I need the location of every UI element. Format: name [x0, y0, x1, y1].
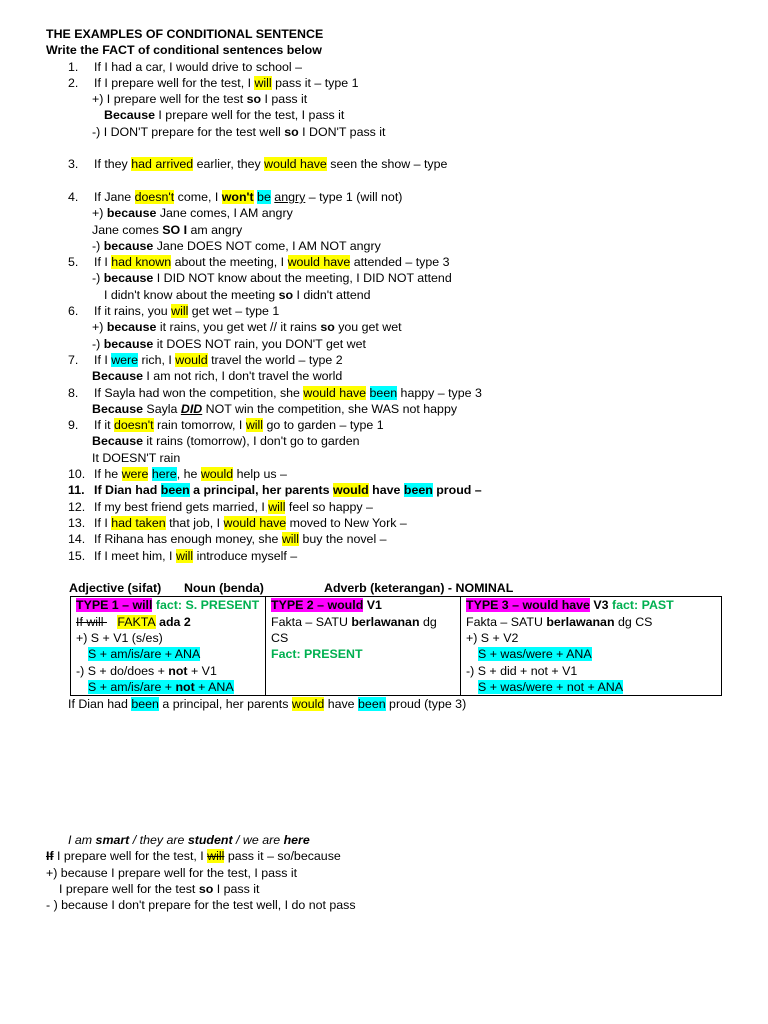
highlight: would have [287, 255, 351, 270]
page-title: THE EXAMPLES OF CONDITIONAL SENTENCE [46, 27, 324, 41]
item-5-so: I didn't know about the meeting so I didn't attend [104, 287, 371, 302]
item-9-fact: It DOESN'T rain [92, 450, 181, 465]
list-item-13: 13. If I had taken that job, I would have moved to New York – [68, 515, 407, 530]
list-number: 3. [68, 157, 79, 172]
highlight: will [281, 532, 300, 547]
type-2-cell: TYPE 2 – would V1 Fakta – SATU berlawanan dg CS Fact: PRESENT [266, 597, 461, 696]
blank-line [46, 140, 736, 156]
list-item-8: 8. If Sayla had won the competition, she would have been happy – type 3 [68, 385, 482, 400]
highlight-cyan: were [111, 352, 139, 367]
type-1-cell: TYPE 1 – will fact: S. PRESENT If will FAKTA ada 2 +) S + V1 (s/es) S + am/is/are + ANA -) S + do/does + not + V1 S + am/is/are + not + ANA [71, 597, 266, 696]
highlight-cyan: been [369, 385, 398, 400]
list-item-2 [46, 75, 736, 91]
highlight: would have [264, 157, 327, 172]
table-row [71, 597, 722, 696]
item-6-positive: +) because it rains, you get wet // it rains so you get wet [92, 320, 402, 335]
list-number: 11. [68, 483, 85, 498]
list-item-3: 3. If they had arrived earlier, they would have seen the show – type [68, 157, 448, 172]
highlight: had taken [111, 515, 166, 530]
list-number: 14. [68, 532, 86, 547]
highlight: will [245, 418, 264, 433]
highlight: had arrived [131, 157, 194, 172]
item-2-positive: +) I prepare well for the test so I pass it [92, 92, 308, 107]
highlight: will [207, 849, 225, 864]
list-item-12: 12. If my best friend gets married, I will feel so happy – [68, 499, 373, 514]
heading-adverb: Adverb (keterangan) - NOMINAL [324, 581, 514, 596]
list-item-1 [46, 59, 736, 75]
list-number: 2. [68, 75, 79, 90]
highlight-cyan: S + am/is/are + ANA [88, 647, 201, 662]
document [46, 26, 736, 713]
blank-line [46, 173, 736, 189]
item-9-because: Because it rains (tomorrow), I don't go to garden [92, 434, 360, 449]
highlight: will [171, 304, 189, 319]
highlight: would have [223, 515, 287, 530]
word-class-headings [46, 580, 736, 596]
instruction: Write the FACT of conditional sentences below [46, 43, 322, 58]
list-number: 10. [68, 467, 86, 482]
list-item-11: 11. If Dian had been a principal, her parents would have been proud – [68, 483, 482, 498]
list-number: 13. [68, 515, 86, 530]
item-8-because: Because Sayla DID NOT win the competition, she WAS not happy [92, 401, 458, 416]
highlight-cyan: here [151, 467, 177, 482]
highlight-cyan: S + was/were + ANA [478, 647, 592, 662]
item-text: If I prepare well for the test, I [94, 75, 255, 90]
list-number: 7. [68, 352, 79, 367]
type-3-example: If Dian had been a principal, her parents would have been proud (type 3) [68, 697, 467, 712]
item-2-because: Because I prepare well for the test, I pass it [104, 108, 345, 123]
highlight: would [175, 352, 208, 367]
highlight: would [291, 697, 325, 712]
highlight: will [175, 548, 194, 563]
list-number: 1. [68, 59, 79, 74]
item-text: If I had a car, I would drive to school – [94, 59, 303, 74]
highlight-cyan: been [403, 483, 433, 498]
list-item-9: 9. If it doesn't rain tomorrow, I will go to garden – type 1 [68, 418, 384, 433]
list-item-7: 7. If I were rich, I would travel the world – type 2 [68, 352, 343, 367]
footer-positive: +) because I prepare well for the test, I pass it [46, 865, 298, 880]
highlight: would [200, 467, 234, 482]
item-4-so: Jane comes SO I am angry [92, 222, 243, 237]
list-number: 4. [68, 189, 79, 204]
highlight: would have [303, 385, 367, 400]
item-7-because: Because I am not rich, I don't travel the world [92, 369, 343, 384]
highlight-cyan: S + am/is/are + not + ANA [88, 679, 234, 694]
list-number: 15. [68, 548, 86, 563]
conditional-types-table [70, 596, 722, 696]
list-number: 9. [68, 418, 79, 433]
heading-noun: Noun (benda) [184, 581, 264, 596]
highlight: FAKTA [117, 614, 156, 629]
footer-notes [46, 832, 356, 913]
item-5-negative: -) because I DID NOT know about the meeting, I DID NOT attend [92, 271, 452, 286]
highlight: were [121, 467, 149, 482]
highlight: doesn't [134, 189, 175, 204]
highlight: will [268, 499, 286, 514]
item-text: pass it – type 1 [271, 75, 359, 90]
highlight-cyan: been [131, 697, 159, 712]
list-item-4: 4. If Jane doesn't come, I won't be angry – type 1 (will not) [68, 189, 403, 204]
list-number: 5. [68, 255, 79, 270]
list-number: 12. [68, 499, 86, 514]
footer-conditional: If I prepare well for the test, I will pass it – so/because [46, 849, 341, 864]
highlight-cyan: been [160, 483, 190, 498]
heading-adjective: Adjective (sifat) [69, 581, 162, 596]
item-2-negative: -) I DON'T prepare for the test well so I DON'T pass it [92, 124, 386, 139]
item-4-negative: -) because Jane DOES NOT come, I AM NOT angry [92, 238, 381, 253]
nominal-example: I am smart / they are student / we are here [68, 833, 310, 847]
highlight-will: will [254, 75, 272, 90]
type-3-cell: TYPE 3 – would have V3 fact: PAST Fakta – SATU berlawanan dg CS +) S + V2 S + was/were + ANA -) S + did + not + V1 S + was/were + not + ANA [461, 597, 722, 696]
list-item-14: 14. If Rihana has enough money, she will buy the novel – [68, 532, 387, 547]
blank-line [46, 564, 736, 580]
highlight: had known [111, 255, 172, 270]
item-4-positive: +) because Jane comes, I AM angry [92, 206, 293, 221]
list-item-10: 10. If he were here, he would help us – [68, 467, 287, 482]
type-label: TYPE 1 – will [76, 598, 153, 613]
highlight-cyan: been [358, 697, 386, 712]
list-number: 6. [68, 304, 79, 319]
footer-so: I prepare well for the test so I pass it [59, 881, 260, 896]
highlight: would [332, 483, 369, 498]
highlight: won't [221, 189, 254, 204]
highlight-cyan: be [257, 189, 271, 204]
list-item-6: 6. If it rains, you will get wet – type 1 [68, 304, 280, 319]
type-label: TYPE 2 – would [271, 598, 364, 613]
highlight: doesn't [113, 418, 154, 433]
list-item-15: 15. If I meet him, I will introduce myself – [68, 548, 298, 563]
item-6-negative: -) because it DOES NOT rain, you DON'T get wet [92, 336, 366, 351]
type-label: TYPE 3 – would have [466, 598, 590, 613]
list-number: 8. [68, 385, 79, 400]
footer-negative: - ) because I don't prepare for the test well, I do not pass [46, 898, 356, 913]
list-item-5: 5. If I had known about the meeting, I would have attended – type 3 [68, 255, 450, 270]
highlight-cyan: S + was/were + not + ANA [478, 679, 623, 694]
